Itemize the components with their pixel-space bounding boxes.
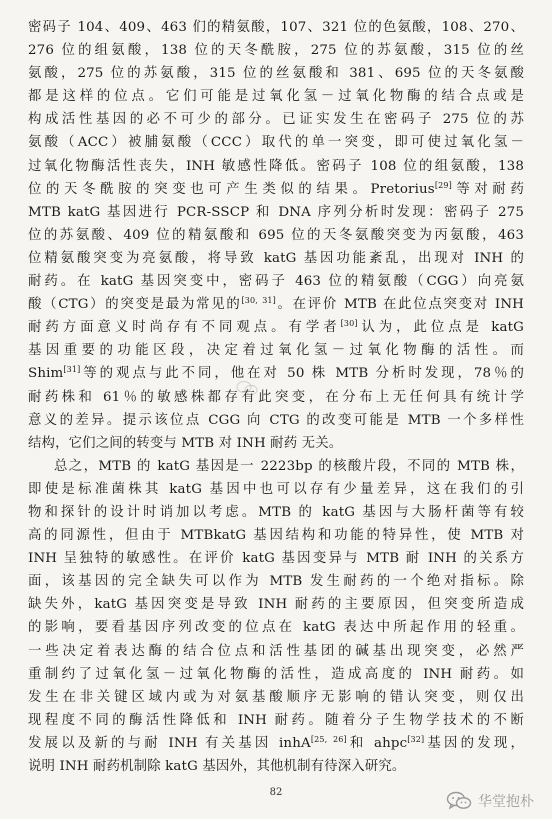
text-run: 等对耐药 [451,181,524,197]
text-run: 现程度不同的酶活性降低和 INH 耐药。随着分子生物学技术的不断 [28,712,524,728]
text-line [28,316,524,339]
text-line [28,178,524,201]
text-run: 发展以及新的与耐 INH 有关基因 inhA [28,735,311,751]
wechat-chat-bubbles-icon [236,380,258,396]
text-line [28,501,524,524]
text-run: 耐药方面意义时尚存有不同观点。有学者 [28,320,341,336]
text-run: 耐药株和 61％的敏感株都存有此突变，在分布上无任何具有统计学 [28,389,524,405]
text-run: 密码子 104、409、463 们的精氨酸，107、321 位的色氨酸，108、270、 [28,20,524,35]
text-line [28,732,524,755]
text-line [28,39,524,62]
text-run: 和 ahpc [346,735,408,751]
citation-ref: [32] [407,734,425,744]
text-line [28,201,524,224]
text-line [28,455,524,478]
text-run: 等的观点与此不同，他在对 50 株 MTB 分析时发现，78％的 [80,366,524,382]
text-run: 276 位的组氨酸，138 位的天冬酰胺，275 位的苏氨酸，315 位的丝 [28,43,524,59]
text-line [28,432,524,455]
text-line [28,709,524,732]
text-line [28,155,524,178]
text-run: 总之，MTB 的 katG 基因是一 2223bp 的核酸片段，不同的 MTB 株， [54,458,524,474]
citation-ref: [30, 31] [241,296,276,306]
text-run: 氨酸（ACC）被脯氨酸（CCC）取代的单一突变，即可使过氧化氢－ [28,135,524,151]
text-run: 过氧化物酶活性丧失，INH 敏感性降低。密码子 108 位的组氨酸，138 [28,158,524,174]
text-run: 重制约了过氧化氢－过氧化物酶的活性，造成高度的 INH 耐药。如 [28,666,524,682]
text-run: 位的苏氨酸、409 位的精氨酸和 695 位的天冬氨酸突变为丙氨酸，463 [28,227,524,243]
text-run: 面，该基因的完全缺失可以作为 MTB 发生耐药的一个绝对指标。除 [28,574,524,590]
text-line [28,247,524,270]
wechat-chat-bubbles-icon [446,791,472,811]
text-run: 高的同源性，但由于 MTBkatG 基因结构和功能的特异性，使 MTB 对 [28,528,524,544]
text-line [28,16,524,39]
text-run: MTB katG 基因进行 PCR-SSCP 和 DNA 序列分析时发现：密码子 275 [28,204,524,220]
text-line [28,570,524,593]
text-line [28,478,524,501]
text-line [28,547,524,570]
citation-ref: [31] [63,365,81,375]
text-run: 结构，它们之间的转变与 MTB 对 INH 耐药 无关。 [28,435,343,451]
text-run: 的影响，要看基因序列改变的位点在 katG 表达中所起作用的轻重。 [28,620,524,636]
text-run: 氨酸，275 位的苏氨酸，315 位的丝氨酸和 381、695 位的天冬氨酸 [28,66,524,82]
text-line [28,131,524,154]
text-run: 物和探针的设计时诮加以考虑。MTB 的 katG 基因与大肠杆菌等有较 [28,504,524,520]
text-line [28,108,524,131]
brand-watermark [446,791,534,811]
text-line [28,755,524,778]
text-line [28,616,524,639]
text-run: 发生在非关键区域内或为对氨基酸顺序无影响的错认突变，则仅出 [28,689,524,705]
citation-ref: [29] [434,180,452,190]
text-line [28,524,524,547]
text-line [28,85,524,108]
text-run: 说明 INH 耐药机制除 katG 基因外，其他机制有待深入研究。 [28,759,406,774]
text-run: 构成活性基因的必不可少的部分。已证实发生在密码子 275 位的苏 [28,112,524,128]
center-watermark [236,380,308,398]
text-run: 耐药。在 katG 基因突变中，密码子 463 位的精氨酸（CGG）向亮氨 [28,274,524,290]
text-run: INH 呈独特的敏感性。在评价 katG 基因变异与 MTB 耐 INH 的关系方 [28,551,524,567]
citation-ref: [25, 26] [310,734,347,744]
text-line [28,339,524,362]
paragraph-2 [28,455,524,778]
text-run: 认为，此位点是 katG [357,320,524,336]
text-line [28,663,524,686]
text-run: 位精氨酸突变为亮氨酸，将导致 katG 基因功能紊乱，出现对 INH 的 [28,250,524,266]
text-run: 即使是标准菌株其 katG 基因中也可以存有少量差异，这在我们的引 [28,481,524,497]
brand-name: 华堂抱朴 [478,794,534,810]
text-run: 。在评价 MTB 在此位点突变对 INH [275,297,524,313]
text-run: 意义的差异。提示该位点 CGG 向 CTG 的改变可能是 MTB 一个多样性 [28,412,524,428]
text-run: 酸（CTG）的突变是最为常见的 [28,297,242,313]
text-line [28,270,524,293]
text-line [28,640,524,663]
text-line [28,293,524,316]
text-run: 基因重要的功能区段，决定着过氧化氢－过氧化物酶的活性。而 [28,343,524,359]
text-run: 都是这样的位点。它们可能是过氧化氢－过氧化物酶的结合点或是 [28,89,524,105]
text-run: 缺失外，katG 基因突变是导致 INH 耐药的主要原因，但突变所造成 [28,597,524,613]
text-run: 一些决定着表达酶的结合位点和活性基团的碱基出现突变，必然严 [28,643,524,659]
citation-ref: [30] [340,319,358,329]
text-line [28,686,524,709]
text-run: Shim [28,366,64,382]
text-run: 位的天冬酰胺的突变也可产生类似的结果。Pretorius [28,181,435,197]
text-line [28,593,524,616]
text-line [28,409,524,432]
text-run: 基因的发现， [424,735,524,751]
text-line [28,62,524,85]
text-line [28,224,524,247]
page-number: 82 [269,787,283,798]
